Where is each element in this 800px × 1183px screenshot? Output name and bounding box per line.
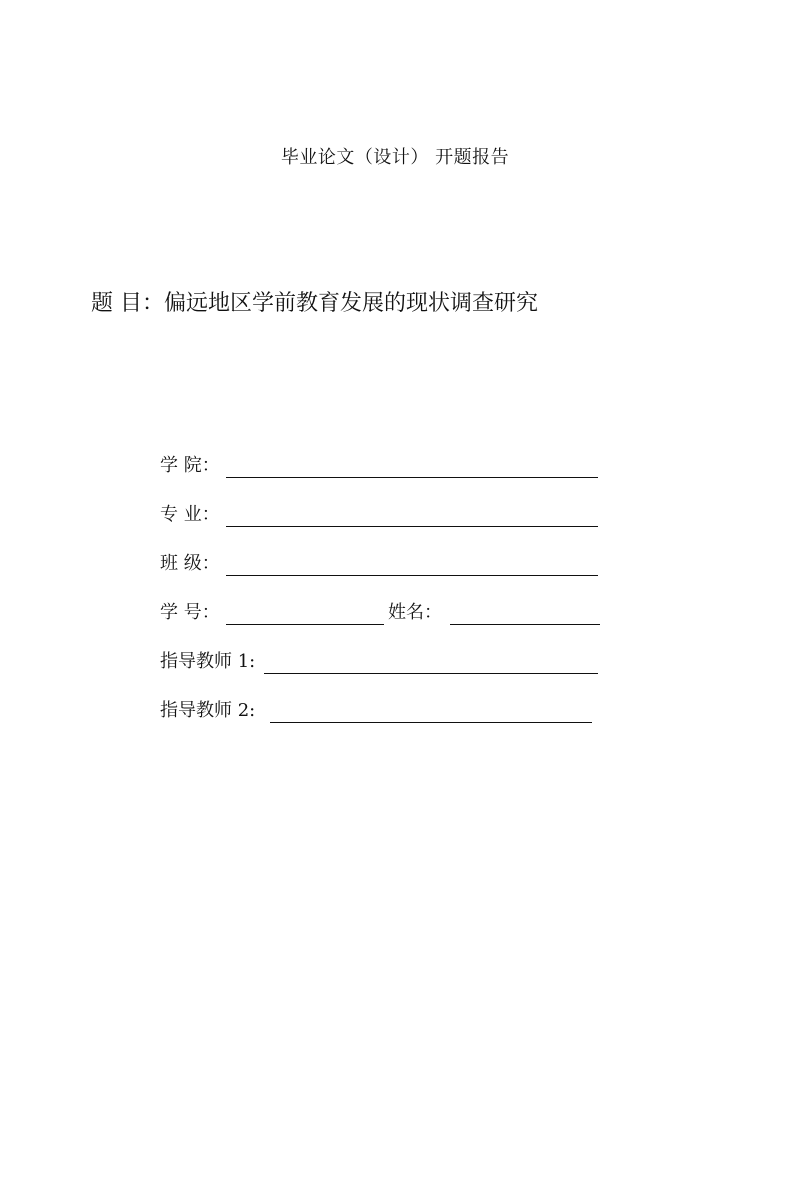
class-blank-line [226,575,598,576]
name-blank-line [450,624,600,625]
major-label: 专 业： [160,504,220,525]
advisor1-label: 指导教师 1: [160,651,256,672]
student-id-label: 学 号： [160,602,220,623]
class-field [160,550,600,578]
college-label: 学 院： [160,455,220,476]
topic-label: 题 目： [91,291,164,316]
college-blank-line [226,477,598,478]
advisor1-blank-line [264,673,598,674]
advisor2-field [160,697,600,725]
topic-value: 偏远地区学前教育发展的现状调查研究 [164,291,539,316]
major-blank-line [226,526,598,527]
major-field [160,501,600,529]
name-label: 姓名： [388,602,442,623]
topic-line [91,286,538,317]
class-label: 班 级： [160,553,220,574]
student-id-blank-line [226,624,384,625]
advisor1-field [160,648,600,676]
student-id-name-field [160,599,602,627]
advisor2-label: 指导教师 2: [160,700,256,721]
college-field [160,452,600,480]
document-title: 毕业论文（设计） 开题报告 [280,147,510,168]
advisor2-blank-line [270,722,592,723]
